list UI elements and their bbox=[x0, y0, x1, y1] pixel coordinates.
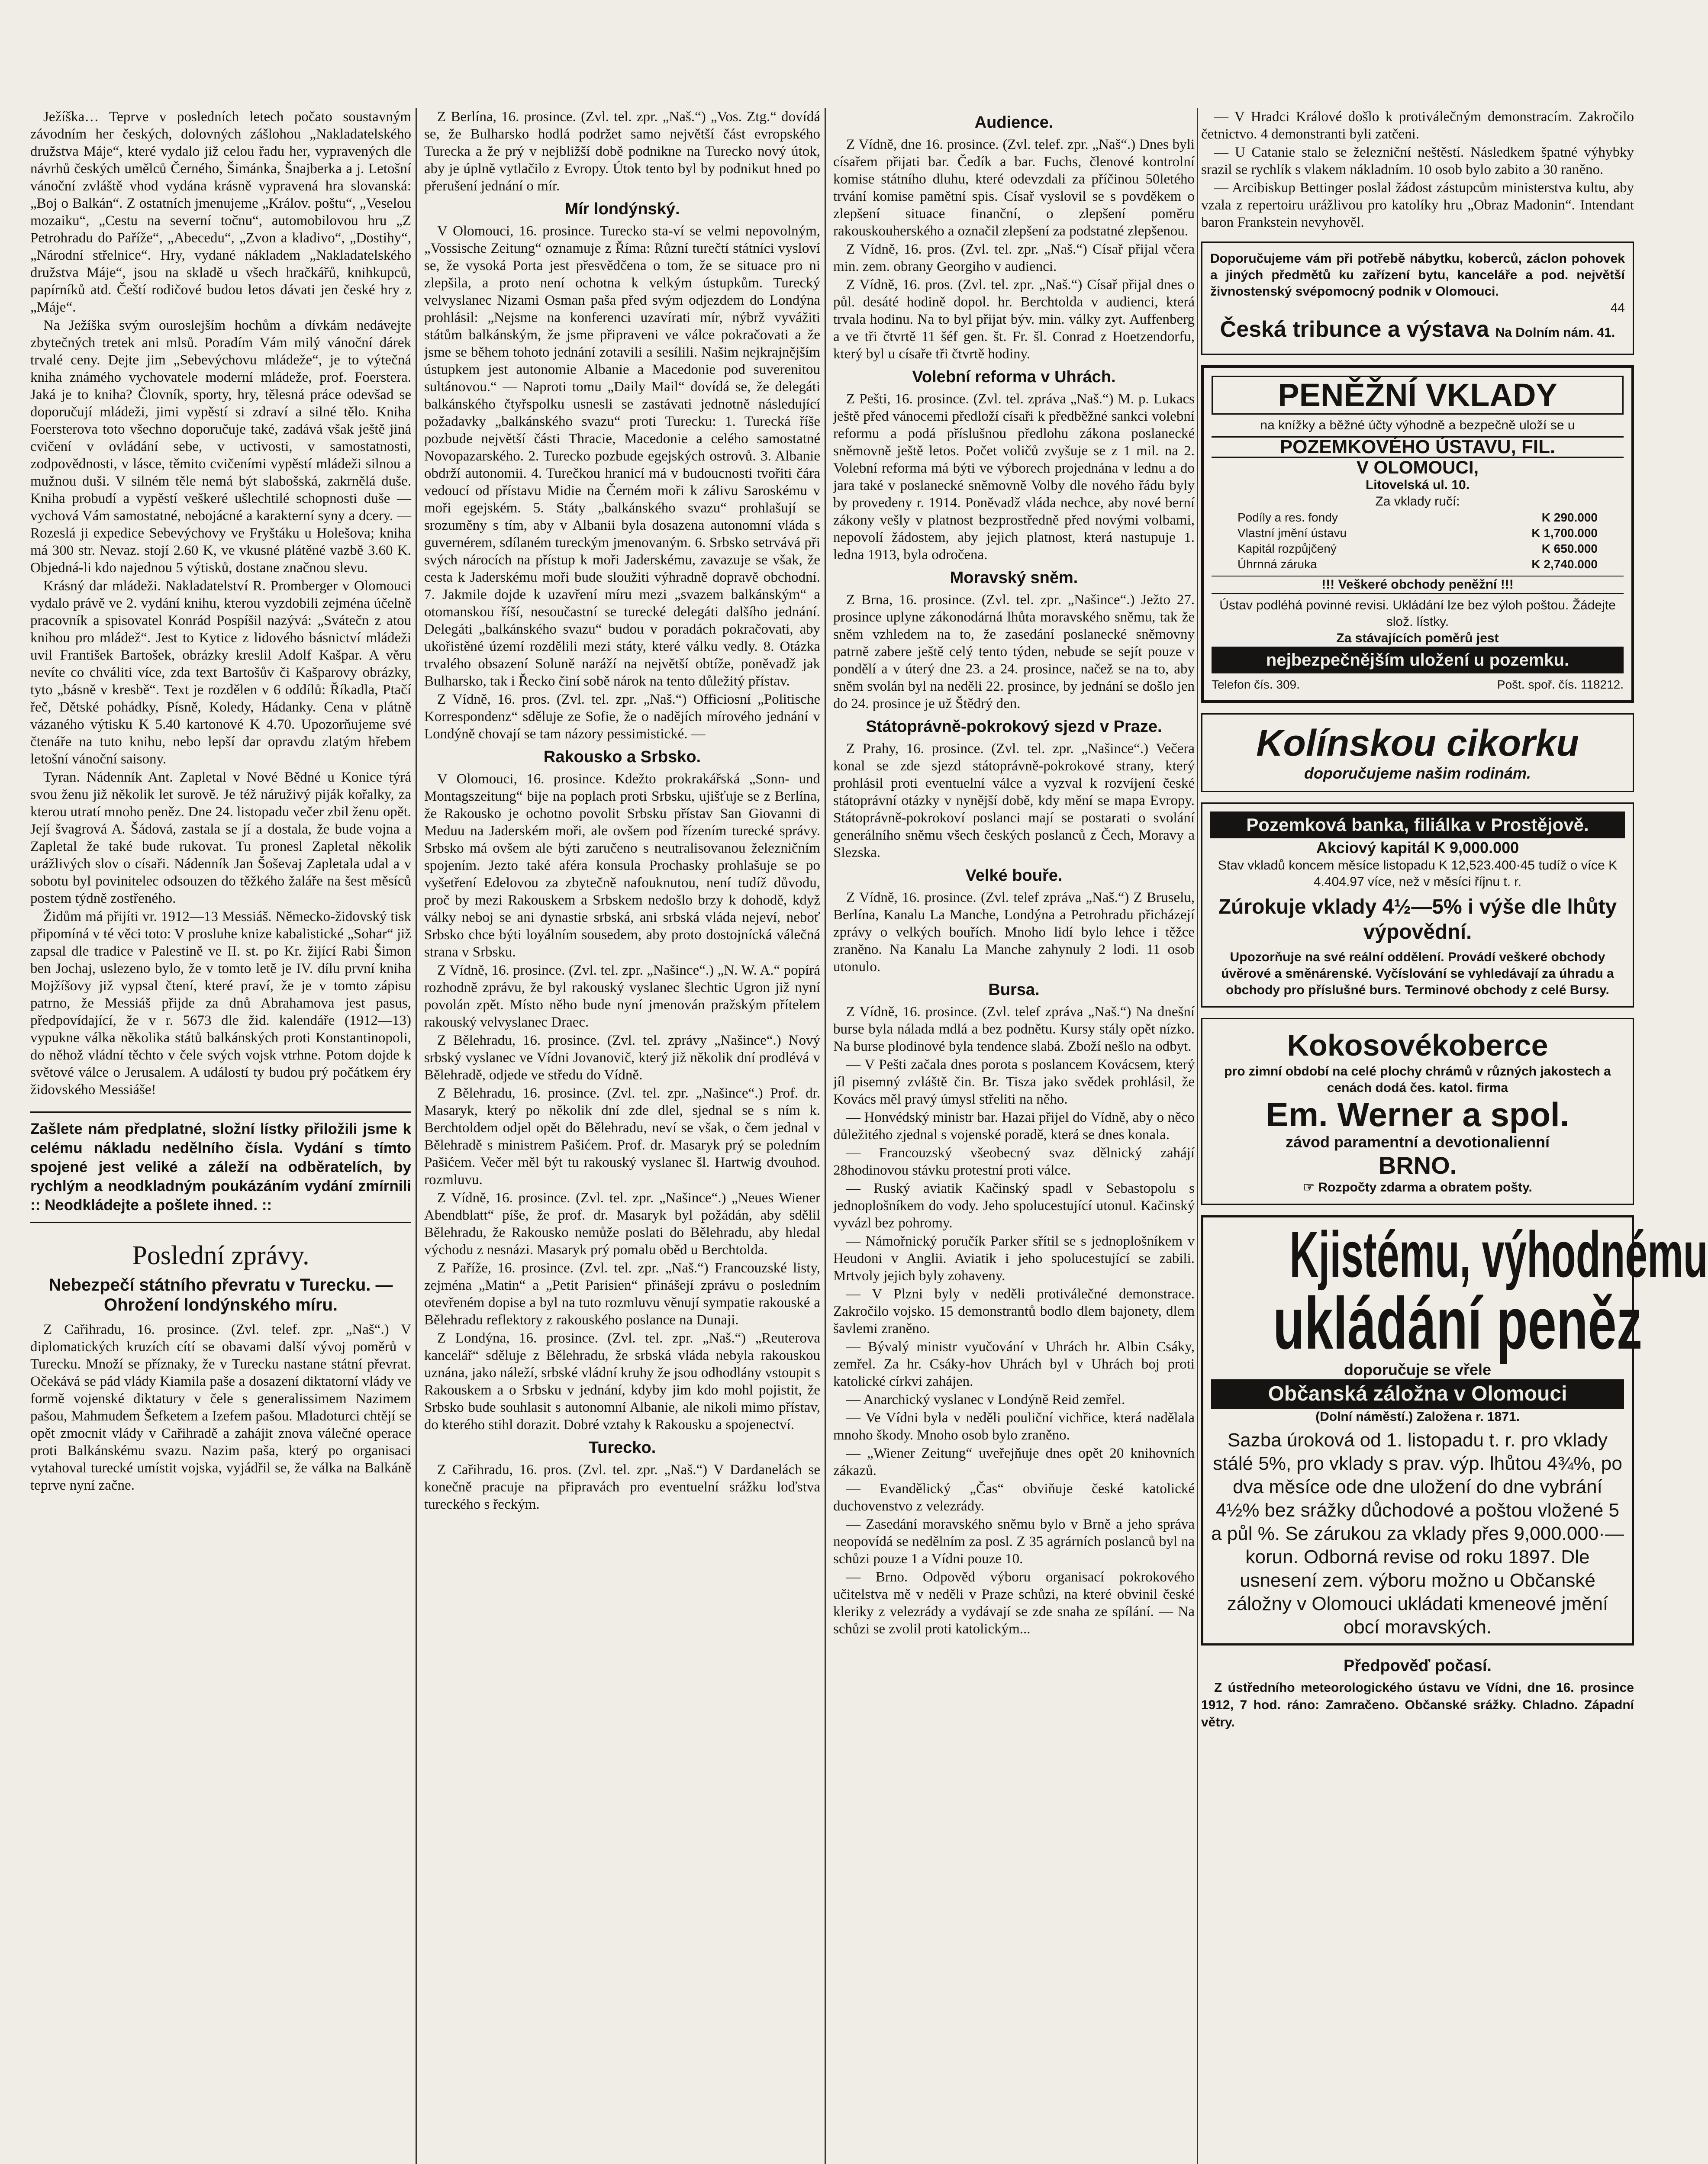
article-dardanelles: Z Cařihradu, 16. pros. (Zvl. tel. zpr. „Naš.“) V Dardanelách se konečně pracuje na připravách pro eventuelní srážku loďstva tureckého s řeckým. bbox=[424, 1462, 820, 1512]
brief-item: — Arcibiskup Bettinger poslal žádost zástupcům ministerstva kultu, aby vzala z repertoiru urážlivou pro katolíky hru „Obraz Madonin“. Intendant baron Frankstein nevyhověl. bbox=[1201, 180, 1634, 230]
ad-carpets-firm: Em. Werner a spol. bbox=[1266, 1095, 1569, 1134]
ad-deposits-note: !!! Veškeré obchody peněžní !!! bbox=[1212, 576, 1624, 594]
news-heading: Poslední zprávy. bbox=[132, 1241, 309, 1270]
forecast-title: Předpověď počasí. bbox=[1344, 1657, 1492, 1675]
brief-item: — Brno. Odpověd výboru organisací pokrokového učitelstva mě v neděli v Praze schůzi, na které obvinil české kleriky z velezrády a vydávají se zde snaha ze spílání. — Na schůzi se zvolil proti katolickým... bbox=[833, 1569, 1195, 1637]
heading-storms: Velké bouře. bbox=[965, 866, 1063, 885]
ad-furniture bbox=[1201, 242, 1634, 355]
heading-turkey: Turecko. bbox=[588, 1439, 656, 1457]
subscription-notice: Zašlete nám předplatné, složní lístky přiložili jsme k celému nákladu nedělního čísla. Vydání s tímto spojené jest veliké a záleží na odběratelích, by rychlým a neodkladným poukázáním vydání zmírnili :: Neodkládejte a pošlete ihned. :: bbox=[30, 1111, 411, 1223]
ad-deposits-stats-head: Za vklady ručí: bbox=[1375, 494, 1460, 509]
article-audience-3: Z Vídně, 16. pros. (Zvl. tel. zpr. „Naš.“) Císař přijal dnes o půl. desáté hodině dopol. hr. Berchtolda v audienci, která trvala hodinu. Na to byl přijat býv. min. války zyt. Auffenberg a ve tři čtvrtě 11 šéf gen. št. Fr. šl. Conrad z Hoetzendorfu, který byl u císaře tři čtvrtě hodiny. bbox=[833, 277, 1195, 362]
ad-savings bbox=[1201, 1215, 1708, 1646]
article-audience-1: Z Vídně, dne 16. prosince. (Zvl. telef. zpr. „Naš“.) Dnes byli císařem přijati bar. Čedík a bar. Fuchs, členové kontrolní komise státního dluhu, které odevzdali za příčinou 50letého trvání komise pamětní spis. Císař vyslovil se s povděkem o zlepšení situace finanční, o zlepšení poměru rakouskouherského a označil zlepšení za podstatné zlepšenou. bbox=[833, 137, 1195, 239]
article-storms: Z Vídně, 16. prosince. (Zvl. telef zpráva „Naš.“) Z Bruselu, Berlína, Kanalu La Manche, Londýna a Petrohradu přicházejí zprávy o velkých bouřích. Mnoho lidí bylo lehce i těžce zraněno. Na Kanalu La Manche zahynuly 2 lodi. 11 osob utonulo. bbox=[833, 890, 1195, 975]
stat-value: K 2,740.000 bbox=[1531, 557, 1598, 571]
pointing-hand-icon: ☞ bbox=[1303, 1180, 1315, 1195]
ad-deposits-phone: Telefon čís. 309. bbox=[1212, 678, 1300, 691]
ad-carpets-cta: ☞ Rozpočty zdarma a obratem pošty. bbox=[1303, 1180, 1532, 1195]
brief-item: — Evandělický „Čas“ obviňuje české katolické duchovenstvo z velezrády. bbox=[833, 1481, 1195, 1514]
ad-deposits-banner: nejbezpečnějším uložení u pozemku. bbox=[1212, 647, 1624, 673]
article-foerster: Na Ježíška svým ouroslejším hochům a dívkám nedávejte zbytečných tretek ani mlsů. Poradím Vám milý vánoční dárek trvalé ceny. Dejte jim „Sebevýchovu mládeže“, je to výtečná kniha známého vychovatele moderní mládeže, prof. Foerstera. Jaká je to kniha? Človník, sporty, hry, tělesná práce odevšad se doporučují mládeži, jimi vypěstí si zdraví a silné tělo. Kniha Foersterova toto všechno doporučuje také, zadává však ještě jiná cvičení v ovládání sebe, v uctivosti, v samostatnosti, zodpovědnosti, v lásce, těmito cvičeními vypěstí mládeži silnou a mužnou duši. V silném těle nemá být slabošská, zakrnělá duše. Kniha probudí a vypěstí veškeré ušlechtilé schopnosti duše — vychová Vám samostatné, nebojácné a karakterní syny a dcery. — Rozeslá ji expedice Sebevýchovy ve Fryštáku u Holešova; kniha má 300 str. Nevaz. stojí 2.60 K, ve vkusné plátěné vazbě 3.60 K. Objedná-li kdo najednou 5 výtisků, dostane značnou slevu. bbox=[30, 318, 411, 576]
ad-land-bank-capital: Akciový kapitál K 9,000.000 bbox=[1316, 839, 1519, 857]
article-austria-serbia: V Olomouci, 16. prosince. Kdežto prokrakářská „Sonn- und Montagszeitung“ bije na poplach proti Srbsku, ujišťuje se z Berlína, že Rakousko je ochotno povolit Srbsku přístav San Giovanni di Meduu na Jaderském moři, ale ovšem pod řízením turecké správy. Srbsko má ovšem ale býti zaručeno s neutralisovanou železničním spojením. Jezto také aféra konsula Prochasky prohlašuje se po vyšetření Edelovou za zbytečně nafouknutou, není tudíž důvodu, proč by mezi Rakouskem a Srbskem nedošlo brzy k dohodě, když války neboj se ani dynastie srbská, ani srbská vláda nejeví, neboť Srbsko chce býti loyálním sousedem, aby proto dostojnícká válečná strana v Srbsku. bbox=[424, 771, 820, 960]
column-4 bbox=[1201, 108, 1708, 2164]
ad-deposits-postal: Pošt. spoř. čís. 118212. bbox=[1497, 678, 1624, 691]
brief-item: — Bývalý ministr vyučování v Uhrách hr. Albin Csáky, zemřel. Za hr. Csáky-hov Uhrách byl v Uhrách boj proti katolické církvi zahájen. bbox=[833, 1339, 1195, 1389]
brief-item: — V Plzni byly v neděli protiválečné demonstrace. Zakročilo vojsko. 15 demonstrantů bodlo dlem bajonety, dlem šavlemi zraněno. bbox=[833, 1286, 1195, 1336]
ad-furniture-address: Na Dolním nám. 41. bbox=[1495, 325, 1615, 340]
brief-item: — V Hradci Králové došlo k protiválečným demonstracím. Zakročilo četnictvo. 4 demonstranti byli zatčeni. bbox=[1201, 109, 1634, 142]
forecast-text: Z ústředního meteorologického ústavu ve Vídni, dne 16. prosince 1912, 7 hod. ráno: Zamračeno. Občanské srážky. Chladno. Západní větry. bbox=[1201, 1681, 1634, 1729]
ad-carpets-city: BRNO. bbox=[1378, 1152, 1457, 1179]
ad-savings-bank-sub: (Dolní náměstí.) Založena r. 1871. bbox=[1315, 1410, 1520, 1424]
article-masaryk-1: Z Bělehradu, 16. prosince. (Zvl. tel. zpr. „Našince“.) Prof. dr. Masaryk, který po několik dní zde dlel, sjednal se s ním k. Berchtoldem odjel opět do Bělehradu, neví se však, o čem jednal v Bělehradě s ministrem Pašićem. Prof. dr. Masaryk prý se poledním Pašićem. Večer měl být tu rakouský vyslanec šl. Hartwig dvouhod. rozmluvu. bbox=[424, 1085, 820, 1188]
ad-savings-recommend: doporučuje se vřele bbox=[1344, 1361, 1492, 1378]
brief-item: — U Catanie stalo se železniční neštěstí. Následkem špatné výhybky srazil se rychlík s vlakem nákladním. 10 osob bylo zabito a 30 raněno. bbox=[1201, 145, 1634, 177]
ad-deposits-stat-row bbox=[1237, 541, 1598, 557]
article-gift: Krásný dar mládeži. Nakladatelství R. Promberger v Olomouci vydalo právě ve 2. vydání knihu, kterou vyzdobili zejména účelně pracovník a spisovatel Konrád Pospíšil nazývá: „Svátečn z atou knihou pro mládež“. Jest to Kytice z lidového básnictví mládeži uvil František Bartošek, obrázky kreslil Adolf Kašpar. A věru nevíte co chváliti více, zda text Bartošův či Kašparovy obrázky, tyto „básně v kresbě“. Text je rozdělen v 6 oddílů: Říkadla, Ptačí řeč, Dětské pohádky, Písně, Koledy, Hádanky. Cena v plátně vázaného výtisku K 5.40 kartonové K 4.70. Upozorňujeme své čtenáře na tuto knihu, nebo lepší dar opravdu zlatým hřebem letošní vánoční saisony. bbox=[30, 578, 411, 767]
weather-forecast bbox=[1201, 1656, 1634, 1731]
ad-carpets-desc: závod paramentní a devotionalienní bbox=[1285, 1133, 1550, 1151]
ad-chicory-sub: doporučujeme našim rodinám. bbox=[1304, 764, 1531, 782]
ad-land-bank-text: Stav vkladů koncem měsíce listopadu K 12,523.400·45 tudíž o více K 4.404.97 více, než v měsíci říjnu t. r. bbox=[1218, 858, 1618, 889]
heading-bourse: Bursa. bbox=[988, 981, 1040, 999]
article-messiah: Židům má přijíti vr. 1912—13 Messiáš. Německo-židovský tisk připomíná v té věci toto: V prosluhe knize kabalistické „Sohar“ již zapsal dle tradice v Palestině ve II. st. po Kr. žijící Rabi Šimon ben Jochaj, uslezeno bylo, že v tomto letě je IV. dílu první kniha Mojžíšovy již vypsal čtení, které praví, že je v tomto zápisu patrno, že Messiáš přijde za dnů Abrahamova jest pasus, předpovídající, že v r. 5673 dle žid. kalendáře (1912—13) vypukne válka několika států balkánských proti Konstantinopoli, do něhož vládní těchto v čele svých vojsk vtrhne. Potom dojde k světové válce o Jerusalem. A událostí ty budou prý počátkem éry židovského Messiáše! bbox=[30, 909, 411, 1098]
ad-deposits-note: Ústav podléhá povinné revisi. Ukládání lze bez výloh poštou. Žádejte slož. lístky. bbox=[1219, 598, 1616, 629]
stat-label: Podíly a res. fondy bbox=[1237, 511, 1338, 524]
column-rule bbox=[825, 108, 826, 2164]
brief-item: — Francouzský všeobecný svaz dělnický zahájí 28hodinovou stávku protestní proti válce. bbox=[833, 1145, 1195, 1178]
ad-savings-headline: Kjistému, výhodnému bbox=[1289, 1218, 1708, 1291]
article-audience-2: Z Vídně, 16. pros. (Zvl. tel. zpr. „Naš.“) Císař přijal včera min. zem. obrany Georgiho v audienci. bbox=[833, 242, 1195, 274]
brief-item: — Ve Vídni byla v neděli pouliční vichřice, která nadělala mnoho škody. Mnoho osob bylo zraněno. bbox=[833, 1410, 1195, 1443]
ad-land-bank-text: Upozorňuje na své reální oddělení. Provádí veškeré obchody úvěrové a směnárenské. Vyčíslování se vyhledávají za úhradu a obchody pro příslušné burs. Terminové obchody z celé Bursy. bbox=[1221, 950, 1614, 997]
article-moravian-diet: Z Brna, 16. prosince. (Zvl. tel. zpr. „Našince“.) Ježto 27. prosince uplyne zákonodárná lhůta moravského sněmu, tak že sněm vzhledem na to, že zasedání poslanecké sněmovny patrně zabere ještě celý tento týden, nebude se sejít pouze v pondělí a v úterý dne 23. a 24. prosince, načež se na to, aby sněm svolán byl na neděli 22. prosince, by jednání se došlo jen do 24. prosince je už Štědrý den. bbox=[833, 592, 1195, 712]
ad-furniture-text: Doporučujeme vám při potřebě nábytku, koberců, záclon pohovek a jiných předmětů ku zařízení bytu, kanceláře a pod. největší živnostenský svépomocný podnik v Olomouci. bbox=[1210, 251, 1625, 299]
stat-value: K 290.000 bbox=[1541, 511, 1598, 524]
article-tyrant: Tyran. Nádenník Ant. Zapletal v Nové Bědné u Konice týrá svou ženu již několik let surově. Je též náruživý piják kořalky, za kterou utratí mnoho peněz. Dne 24. listopadu večer zbil ženu opět. Její švagrová A. Šádová, zastala se jí a dostala, že bude vojna a Zapletal že také bude rukovat. Tu pronesl Zapletal několik urážlivých slov o císaři. Nádenník Jan Šoševaj Zapletala udal a v sobotu byl povinitelec odsouzen do těžkého žaláře na šest měsíců postem týdně zostřeného. bbox=[30, 770, 411, 906]
article-sofia: Z Vídně, 16. pros. (Zvl. tel. zpr. „Naš.“) Officiosní „Politische Korrespondenz“ sděluje ze Sofie, že o nadějích mírového jednání v Londýně chovají se tam názory pessimistické. — bbox=[424, 692, 820, 742]
stat-label: Vlastní jmění ústavu bbox=[1237, 526, 1347, 540]
article-paris: Z Paříže, 16. prosince. (Zvl. tel. zpr. „Naš.“) Francouzské listy, zejména „Matin“ a „Petit Parisien“ přinášejí zprávu o posledním otevřeném dopise a byl na tuto rozmluvu věnují sympatie rakouské a Bělehradu reflektory z rakouského poslance na Dunaji. bbox=[424, 1260, 820, 1328]
stat-label: Kapitál rozpůjčený bbox=[1237, 542, 1337, 555]
article-constantinople: Z Cařihradu, 16. prosince. (Zvl. telef. zpr. „Naš“.) V diplomatických kruzích cítí se obavami další vývoj poměrů v Turecku. Množí se příznaky, že v Turecku nastane státní převrat. Očekává se pád vlády Kiamila paše a dosazení diktatorní vlády ve formě vojenské diktatury v čele s generalissimem Nazimem pašou, Mahmudem Šefketem a Izefem pašou. Mladoturci chtějí se opět zmocnit vlády v Cařihradě a zahájit znova válečné operace proti Balkánskému svazu. Nazim paša, který po organisaci vytahoval turecké umístit vojska, vyjádřil se, že válka na Balkáně teprve nyní začne. bbox=[30, 1322, 411, 1493]
brief-item: — Zasedání moravského sněmu bylo v Brně a jeho správa neopovídá se nedělním za posl. Z 35 agrárních poslanců byl na schůzi pouze 1 a Vídni pouze 10. bbox=[833, 1517, 1195, 1567]
heading-prague-congress: Státoprávně-pokrokový sjezd v Praze. bbox=[866, 718, 1162, 736]
ad-deposits-city: V OLOMOUCI, bbox=[1356, 457, 1479, 477]
brief-item: — „Wiener Zeitung“ uveřejňuje dnes opět 20 knihovních zákazů. bbox=[833, 1446, 1195, 1478]
ad-chicory-title: Kolínskou cikorku bbox=[1256, 722, 1579, 764]
ad-deposits-line: na knížky a běžné účty výhodně a bezpečně uloží se u bbox=[1260, 418, 1575, 432]
heading-moravian-diet: Moravský sněm. bbox=[950, 569, 1078, 587]
brief-item: — Ruský aviatik Kačinský spadl v Sebastopolu s jednoplošníkem do vody. Jeho spolucestující utonul. Kačinský vyvázl bez pohromy. bbox=[833, 1181, 1195, 1231]
article-ugron: Z Vídně, 16. prosince. (Zvl. tel. zpr. „Našince“.) „N. W. A.“ popírá rozhodně zprávu, že byl rakouský vyslanec šlechtic Ugron již nyní povolán zpět. Místo něho bude nyní jmenován pražským přítelem rakouský velvyslanec Draec. bbox=[424, 963, 820, 1030]
brief-item: — V Pešti začala dnes porota s poslancem Kovácsem, který jíl pisemný zvláště čin. Br. Tisza jako svědek prohlásil, že Kovács měl pravý úmysl střeliti na něho. bbox=[833, 1057, 1195, 1107]
ad-deposits-street: Litovelská ul. 10. bbox=[1365, 478, 1470, 492]
article-berlin: Z Berlína, 16. prosince. (Zvl. tel. zpr. „Naš.“) „Vos. Ztg.“ dovídá se, že Bulharsko hodlá podržet samo největší část evropského Turecka a že prý v nejbližší době podnikne na Turecko nový útok, aby je úplně vytlačilo z Evropy. Útok tento byl by podnikut hned po přerušení jednání o mír. bbox=[424, 109, 820, 194]
column-rule bbox=[1197, 108, 1198, 2164]
ad-savings-bank: Občanská záložna v Olomouci bbox=[1211, 1379, 1624, 1409]
ad-savings-headline: ukládání peněz bbox=[1273, 1282, 1643, 1365]
ad-land-bank bbox=[1201, 802, 1634, 1008]
article-bourse: Z Vídně, 16. prosince. (Zvl. telef zpráva „Naš.“) Na dnešní burse byla nálada mdlá a bez podnětu. Kursy stály opět nízko. Na burse plodinové byla tendence slabá. Zboží nešlo na odbyt. bbox=[833, 1004, 1195, 1054]
ad-carpets-text: pro zimní období na celé plochy chrámů v různých jakostech a cenách dodá čes. katol. firma bbox=[1224, 1064, 1611, 1095]
column-2 bbox=[424, 108, 820, 2164]
ad-land-bank-title: Pozemková banka, filiálka v Prostějově. bbox=[1210, 812, 1625, 838]
heading-austria-serbia: Rakousko a Srbsko. bbox=[543, 748, 701, 766]
article-london-reuter: Z Londýna, 16. prosince. (Zvl. tel. zpr. „Naš.“) „Reuterova kancelář“ sděluje z Bělehradu, že srbská vláda nebyla rakouskou uznána, jako náleží, srbské vládní kruhy že jsou odhodlány vstoupit s Rakouskem a o Srbsku v jednání, kdyby jim kdo mohl pojistit, že Srbsko bude souhlasit s autonomní Albanie, ale nikoli mimo přístav, do kterého stihl dorazit. Dobré vztahy k Rakousku a spojenectví. bbox=[424, 1330, 820, 1433]
heading-london-peace: Mír londýnský. bbox=[564, 200, 680, 218]
ad-carpets bbox=[1201, 1018, 1634, 1205]
heading-electoral-reform: Volební reforma v Uhrách. bbox=[912, 368, 1116, 386]
ad-furniture-title: Česká tribunce a výstava bbox=[1220, 317, 1489, 342]
column-3 bbox=[833, 108, 1195, 2164]
stat-value: K 650.000 bbox=[1541, 542, 1598, 555]
ad-deposits bbox=[1201, 365, 1634, 703]
ad-deposits-bank: POZEMKOVÉHO ÚSTAVU, FIL. bbox=[1212, 436, 1624, 458]
ad-deposits-title: PENĚŽNÍ VKLADY bbox=[1212, 376, 1624, 415]
ad-deposits-stat-row bbox=[1237, 557, 1598, 572]
article-jovanovic: Z Bělehradu, 16. prosince. (Zvl. tel. zprávy „Našince“.) Nový srbský vyslanec ve Vídni Jovanovič, který již několik dní prodlévá v Bělehradě, odjede ve středu do Vídně. bbox=[424, 1033, 820, 1083]
ad-land-bank-rate: Zúrokuje vklady 4½—5% i výše dle lhůty výpovědní. bbox=[1218, 895, 1617, 944]
ad-chicory bbox=[1201, 713, 1634, 792]
ad-furniture-number: 44 bbox=[1610, 301, 1625, 315]
article-prague-congress: Z Prahy, 16. prosince. (Zvl. tel. zpr. „Našince“.) Večera konal se zde sjezd státoprávně-pokrokové strany, který prohlásil proti eventuelní válce a vyzval k rozvíjení české státoprávní otázky v nynější době, kdy mění se mapa Evropy. Státoprávně-pokrokoví poslanci mají se postarati o svolání generálního sněmu všech českých poslanců z Čech, Moravy a Slezska. bbox=[833, 741, 1195, 860]
stat-label: Úhrnná záruka bbox=[1237, 557, 1317, 571]
ad-deposits-stat-row bbox=[1237, 510, 1598, 525]
article-electoral-reform: Z Pešti, 16. prosince. (Zvl. tel. zpráva „Naš.“) M. p. Lukacs ještě před vánocemi předloží císaři k předběžné sankci volební reformu a podá příslušnou předlohu zákona poslanecké sněmovně ještě letos. Počet voličů zvyšuje se z 1 mil. na 2. Volební reforma má býti ve výborech projednána v lednu a do jara také v poslanecké sněmovně Volby dle nového řádu byly by provedeny r. 1914. Poněvadž vláda nechce, aby nové berní zákony vešly v platnost bezprostředně před novými volbami, nepovolí žádostem, aby jejich platnost, která nastupuje 1. ledna 1913, byla odročena. bbox=[833, 391, 1195, 563]
ad-deposits-stats bbox=[1212, 510, 1624, 572]
article-london-peace: V Olomouci, 16. prosince. Turecko sta-ví se velmi nepovolným, „Vossische Zeitung“ oznamuje z Říma: Různí turečtí státníci vysloví se, že vysoká Porta jest přesvědčena o tom, že se situace pro ni zlepšila, a proto není ochotna k velkým ústupkům. Turecký velvyslanec Nizami Osman paša před svým odjezdem do Londýna prohlásil: „Nejsme na konferenci uzavírati mír, nýbrž vyvážiti státům balkánským, že jsme připraveni ve válce pokračovati a že jsme se během tohoto jednání zotavili a sesílili. Našim nejkrajnějším ústupkem jest autonomie Albanie a Macedonie pod suverenitou sultánovou.“ — Naproti tomu „Daily Mail“ dovídá se, že delegáti balkánského čtyřspolku usnesli se zastávati jednotně následující požadavky „balkánského svazu“ proti Turecku: 1. Turecká říše pozbude největší části Thracie, Macedonie a celého samostatné Novopazarského. 2. Turecko pozbude egejských ostrovů. 3. Albanie obdrží autonomii. 4. Turečkou hranicí má v budoucnosti tvořiti čára vedoucí od přístavu Midie na Černém moři k zálivu Saroskému v moři egejském. 5. Státy „balkánského svazu“ prohlašují se srozuměny s tím, aby v Albanii byla dosazena autonomní vláda s guvernérem, sdílaném tureckým jmenovaným. 6. Srbsko setrvává při svých nárocích na přístup k moři Jaderskému, zavazuje se však, že cesta k Jaderskému moři bude sloužiti výhradně dopravě obchodní. 7. Jakmile dojde k uzavření míru mezi „svazem balkánským“ a otomanskou říší, nesoučastní se turecké delegáti dalšího jednání. Delegáti „balkánského svazu“ budou v poradách pokračovati, aby ukořistěné území rozdělili mezi státy, které válku vedly. 8. Otázka trvalého obsazení Soluně naráží na největší obtíže, poněvadž jak Bulharsko, tak i Řecko činí sobě nárok na tento důležitý přístav. bbox=[424, 223, 820, 689]
brief-item: — Anarchický vyslanec v Londýně Reid zemřel. bbox=[846, 1392, 1125, 1407]
column-1 bbox=[30, 108, 411, 2164]
news-subheading: Nebezpečí státního převratu v Turecku. — Ohrožení londýnského míru. bbox=[48, 1275, 393, 1314]
ad-deposits-note: Za stávajících poměrů jest bbox=[1336, 631, 1499, 645]
heading-audience: Audience. bbox=[974, 113, 1054, 132]
article-games: Ježíška… Teprve v posledních letech počato soustavným závodním her českých, dolovných zášlohou „Nakladatelského družstva Máje“, které vydalo již celou řadu her, vypravených dle návrhů českých umělců Černého, Šimánka, Šnajberka a j. Letošní vánoční zvláště vhod vydána krásně vypravená hra slovanská: „Boj o Balkán“. Z ostatních jmenujeme „Králov. poštu“, „Veselou mozaiku“, „Cestu na severní točnu“, automobilovou hru „Z Petrohradu do Paříže“, „Abecedu“, „Zvon a kladivo“, „Dostihy“, „Národní střelnice“. Hry, vydané nákladem „Nakladatelského družstva Máje“, jsou na skladě u všech hračkářů, knihkupců, papírníků atd. Čeští rodičové budou letos dávati jen české hry z „Máje“. bbox=[30, 109, 411, 315]
brief-item: — Námořnický poručík Parker sřítil se s jednoplošníkem v Heudoni v Anglii. Aviatik i jeho spolucestující se zabili. Mrtvoly jejich byly zohaveny. bbox=[833, 1233, 1195, 1284]
column-rule bbox=[416, 108, 417, 2164]
article-masaryk-2: Z Vídně, 16. prosince. (Zvl. tel. zpr. „Našince“.) „Neues Wiener Abendblatt“ píše, že prof. dr. Masaryk byl požádán, aby sdělil Bělehradu, že Rakousko nemůže poslati do Bělehradu, aby hledal východu z nesnázi. Masaryk prý pomalu oběd u Berchtolda. bbox=[424, 1190, 820, 1258]
stat-value: K 1,700.000 bbox=[1531, 526, 1598, 540]
ad-deposits-stat-row bbox=[1237, 525, 1598, 541]
ad-carpets-title: Kokosovékoberce bbox=[1287, 1028, 1548, 1062]
ad-savings-text: Sazba úroková od 1. listopadu t. r. pro vklady stálé 5%, pro vklady s prav. výp. lhůtou 4¾%, po dva měsíce ode dne uložení do dne vybrání 4½% bez srážky důchodové a poštou vložené 5 a půl %. Se zárukou za vklady přes 9,000.000·— korun. Odborná revise od roku 1897. Dle usnesení zem. výboru možno u Občanské záložny v Olomouci ukládati kmeneové jmění obcí moravských. bbox=[1211, 1430, 1624, 1638]
brief-item: — Honvédský ministr bar. Hazai přijel do Vídně, aby o něco důležitého zjednal s vojenské poradě, která se dnes konala. bbox=[833, 1110, 1195, 1143]
